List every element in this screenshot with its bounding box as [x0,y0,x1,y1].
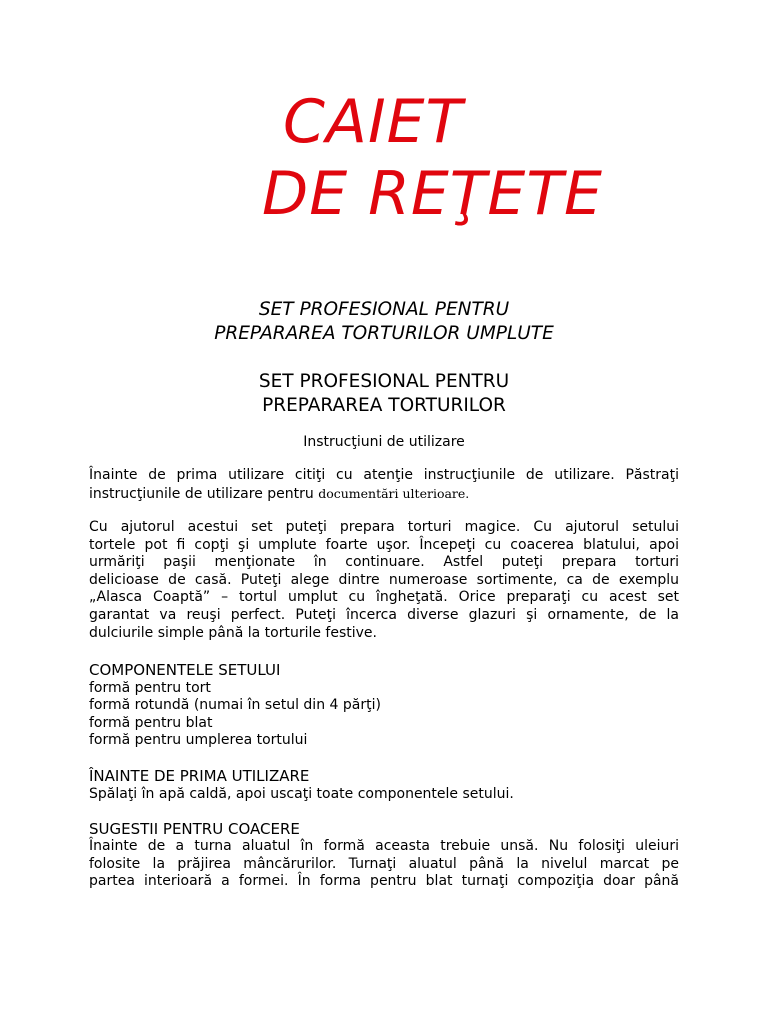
component-item: formă pentru umplerea tortului [89,732,308,748]
body-line: delicioase de casă. Puteţi alege dintre numeroase sortimente, ca de exemplu [89,571,679,588]
baking-tips-heading: SUGESTII PENTRU COACERE [89,820,300,838]
component-item: formă pentru blat [89,715,213,731]
intro-line-1: Înainte de prima utilizare citiţi cu atenţie instrucţiunile de utilizare. Păstraţi [89,467,679,483]
title-line-1: CAIET [283,87,464,157]
subtitle-italic-line-2: PREPARAREA TORTURILOR UMPLUTE [214,323,554,344]
body-paragraph [89,519,679,642]
components-heading: COMPONENTELE SETULUI [89,661,281,679]
intro-line-2-text: instrucţiunile de utilizare pentru [89,485,319,502]
body-line: Cu ajutorul acestui set puteţi prepara torturi magice. Cu ajutorul setului [89,519,679,535]
subtitle-italic-line-1: SET PROFESIONAL PENTRU [258,299,510,320]
intro-line-2 [89,485,679,504]
component-item: formă pentru tort [89,680,211,696]
subtitle-plain-line-2: PREPARAREA TORTURILOR [262,395,506,416]
body-line: tortele pot fi copţi şi umplute foarte uşor. Începeţi cu coacerea blatului, apoi [89,536,679,553]
intro-line-2-serif: documentări ulterioare. [318,485,470,501]
body-line: garantat va reuşi perfect. Puteţi încerca diverse glazuri şi ornamente, de la [89,606,679,623]
body-line: „Alasca Coaptă” – tortul umplut cu îngheţată. Orice preparaţi cu acest set [89,589,679,606]
baking-tips-line: Înainte de a turna aluatul în formă aceasta trebuie unsă. Nu folosiţi uleiuri [89,838,679,854]
before-first-use-text: Spălaţi în apă caldă, apoi uscaţi toate componentele setului. [89,786,514,802]
intro-paragraph [89,467,679,503]
before-first-use-heading: ÎNAINTE DE PRIMA UTILIZARE [89,767,310,785]
baking-tips-paragraph [89,838,679,891]
body-last-line: dulciurile simple până la torturile festive. [89,624,377,641]
baking-tips-line: partea interioară a formei. În forma pentru blat turnaţi compoziţia doar până [89,873,679,890]
title-line-2: DE REŢETE [262,159,603,229]
baking-tips-line: folosite la prăjirea mâncărurilor. Turnaţi aluatul până la nivelul marcat pe [89,855,679,872]
instructions-heading: Instrucţiuni de utilizare [303,434,465,450]
body-line: urmăriţi paşii menţionate în continuare. Astfel puteţi prepara torturi [89,554,679,571]
subtitle-plain-line-1: SET PROFESIONAL PENTRU [258,371,510,392]
component-item: formă rotundă (numai în setul din 4 părţi) [89,697,381,713]
